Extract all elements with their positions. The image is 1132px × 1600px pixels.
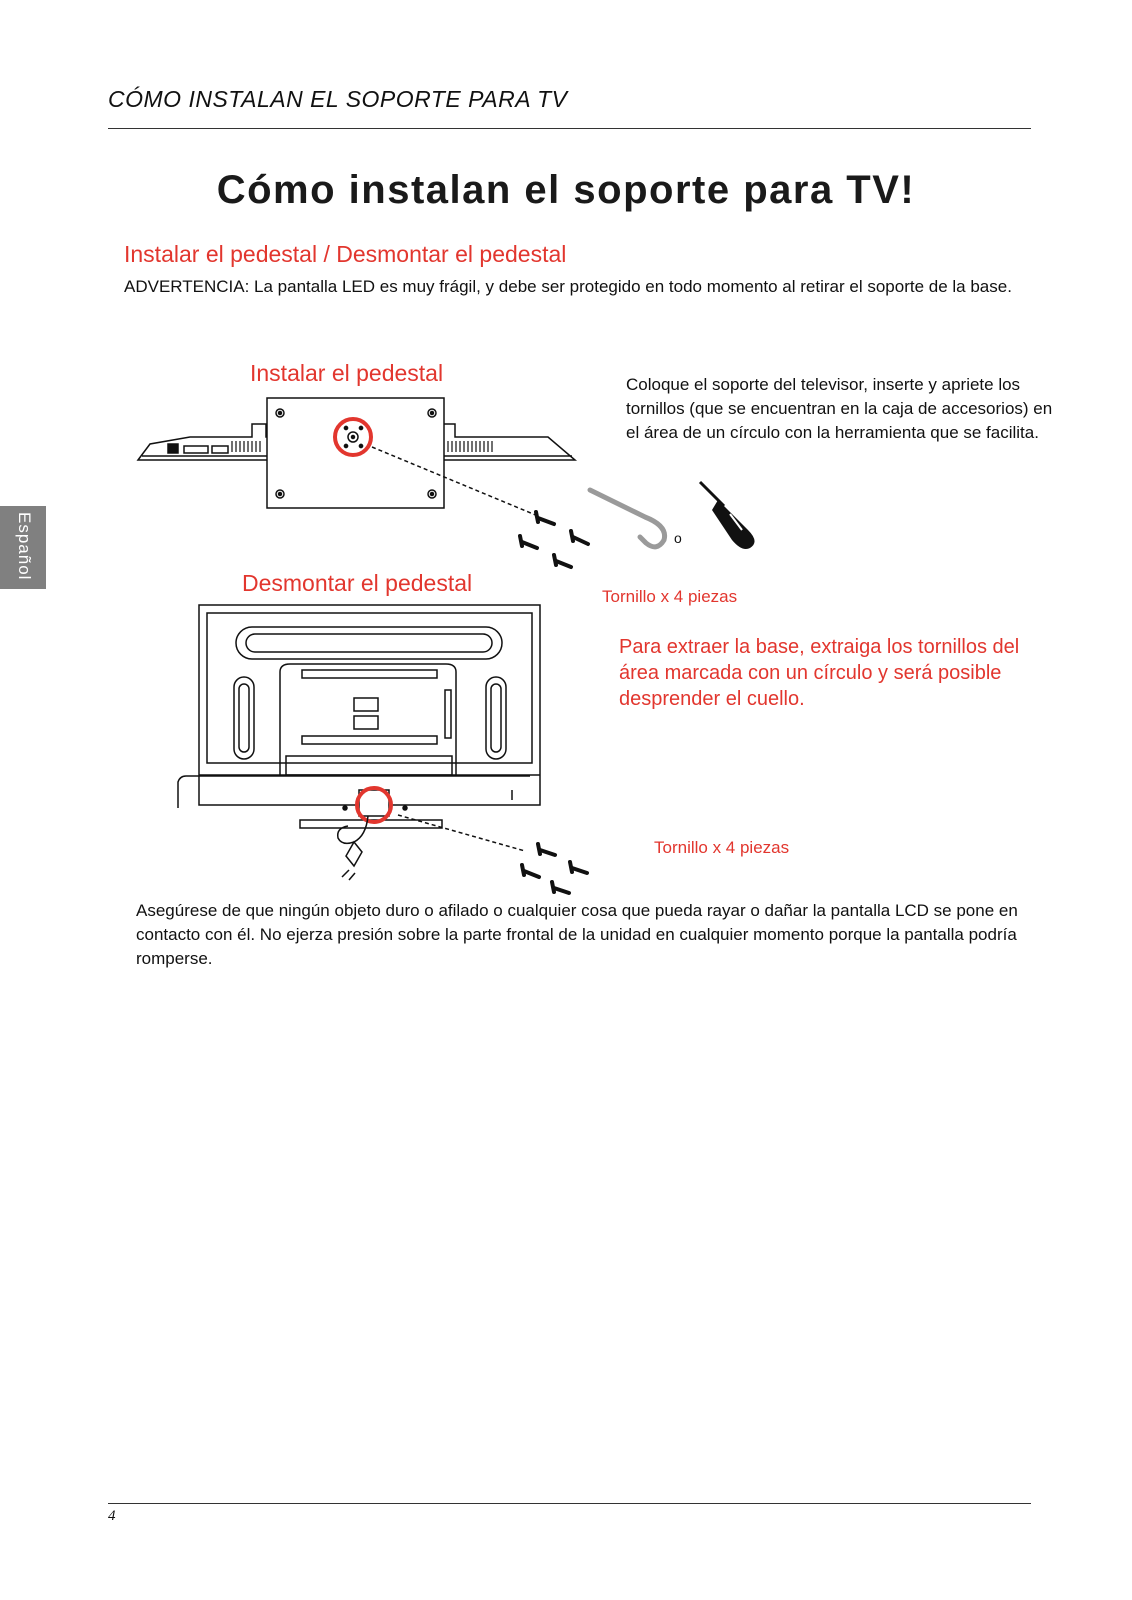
install-screw-count: Tornillo x 4 piezas (602, 587, 738, 606)
screw-icon (522, 844, 587, 893)
install-label: Instalar el pedestal (250, 360, 444, 386)
footer-rule (108, 1503, 1031, 1504)
hex-key-icon (590, 490, 665, 547)
screw-icon (520, 512, 588, 567)
caution-text: Asegúrese de que ningún objeto duro o afilado o cualquier cosa que pueda rayar o dañar la pantalla LCD se pone en contacto con él. No ejerza presión sobre la parte frontal de la unidad en cualquier momento porque la pantalla podría romperse. (136, 901, 1018, 968)
screwdriver-icon (700, 482, 755, 549)
section-heading: Instalar el pedestal / Desmontar el pedestal (124, 241, 567, 267)
language-tab-label: Español (15, 512, 34, 581)
install-instructions: Coloque el soporte del televisor, inserte y apriete los tornillos (que se encuentran en la caja de accesorios) en el área de un círculo con la herramienta que se facilita. (626, 375, 1053, 442)
remove-screw-count: Tornillo x 4 piezas (654, 838, 790, 857)
page-title: Cómo instalan el soporte para TV! (216, 168, 916, 212)
or-label: o (674, 530, 682, 546)
remove-label: Desmontar el pedestal (242, 570, 473, 596)
page-number: 4 (108, 1508, 116, 1524)
running-header: CÓMO INSTALAN EL SOPORTE PARA TV (108, 86, 568, 112)
warning-text: ADVERTENCIA: La pantalla LED es muy frágil, y debe ser protegido en todo momento al retirar el soporte de la base. (124, 277, 1012, 296)
remove-instructions: Para extraer la base, extraiga los tornillos del área marcada con un círculo y será posible desprender el cuello. (619, 636, 1020, 710)
tv-back-view (178, 605, 540, 808)
